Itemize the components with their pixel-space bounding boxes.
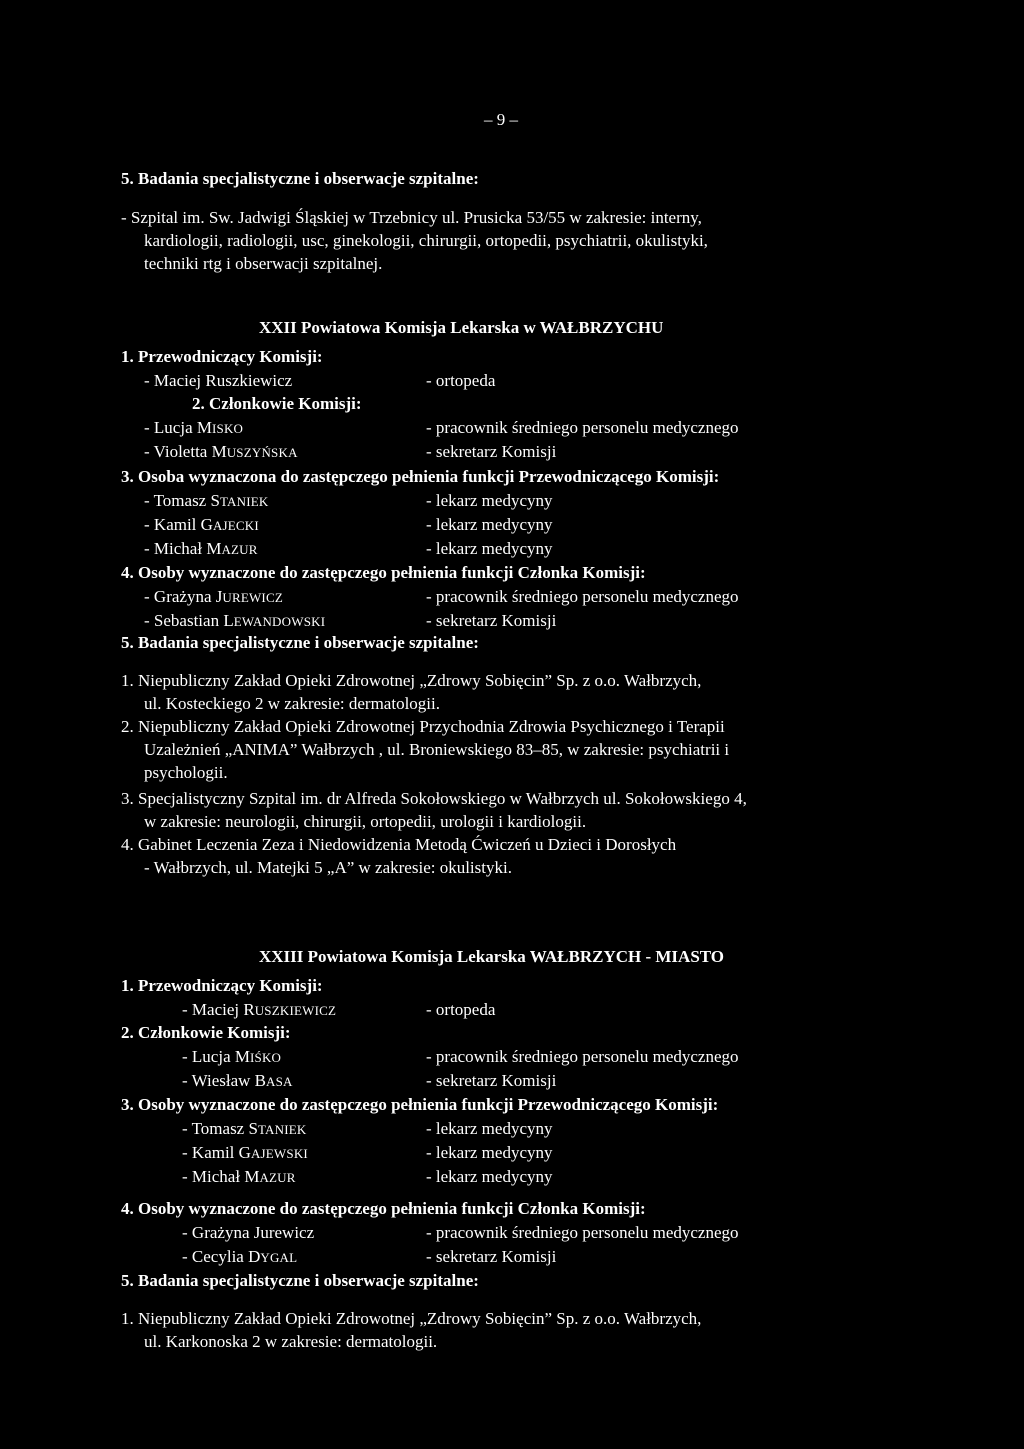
facility-line: 4. Gabinet Leczenia Zeza i Niedowidzenia Metodą Ćwiczeń u Dzieci i Dorosłych [121, 835, 677, 854]
person-role: - pracownik średniego personelu medycznego [426, 418, 739, 437]
subheading: 2. Członkowie Komisji: [121, 1023, 291, 1042]
person-role: - sekretarz Komisji [426, 1247, 557, 1266]
text-line: kardiologii, radiologii, usc, ginekologii, chirurgii, ortopedii, psychiatrii, okulistyki, [144, 231, 708, 250]
person-name: - Tomasz STANIEK [144, 491, 269, 510]
person-role: - pracownik średniego personelu medycznego [426, 587, 739, 606]
facility-line: ul. Kosteckiego 2 w zakresie: dermatologii. [144, 694, 440, 713]
person-name: - Maciej Ruszkiewicz [144, 371, 293, 390]
person-role: - lekarz medycyny [426, 491, 553, 510]
facility-line: 3. Specjalistyczny Szpital im. dr Alfreda Sokołowskiego w Wałbrzych ul. Sokołowskiego 4, [121, 789, 747, 808]
subheading: 4. Osoby wyznaczone do zastępczego pełnienia funkcji Członka Komisji: [121, 1199, 646, 1218]
person-role: - pracownik średniego personelu medycznego [426, 1223, 739, 1242]
facility-line: 2. Niepubliczny Zakład Opieki Zdrowotnej Przychodnia Zdrowia Psychicznego i Terapii [121, 717, 725, 736]
facility-line: w zakresie: neurologii, chirurgii, ortopedii, urologii i kardiologii. [144, 812, 587, 831]
subheading: 4. Osoby wyznaczone do zastępczego pełnienia funkcji Członka Komisji: [121, 563, 646, 582]
person-role: - lekarz medycyny [426, 1167, 553, 1186]
facility-line: Uzależnień „ANIMA” Wałbrzych , ul. Broniewskiego 83–85, w zakresie: psychiatrii i [144, 740, 730, 759]
subheading: 5. Badania specjalistyczne i obserwacje szpitalne: [121, 633, 479, 652]
person-name: - Michał MAZUR [182, 1167, 296, 1186]
commission-title: XXIII Powiatowa Komisja Lekarska WAŁBRZYCH - MIASTO [259, 947, 725, 966]
person-name: - Lucja MISKO [144, 418, 244, 437]
facility-line: 1. Niepubliczny Zakład Opieki Zdrowotnej „Zdrowy Sobięcin” Sp. z o.o. Wałbrzych, [121, 1309, 702, 1328]
person-role: - lekarz medycyny [426, 1119, 553, 1138]
section-heading: 5. Badania specjalistyczne i obserwacje szpitalne: [121, 169, 479, 188]
subheading: 1. Przewodniczący Komisji: [121, 347, 323, 366]
person-name: - Kamil GAJEWSKI [182, 1143, 308, 1162]
person-name: - Grażyna JUREWICZ [144, 587, 283, 606]
person-role: - ortopeda [426, 1000, 496, 1019]
person-role: - sekretarz Komisji [426, 442, 557, 461]
subheading: 2. Członkowie Komisji: [192, 394, 362, 413]
subheading: 5. Badania specjalistyczne i obserwacje szpitalne: [121, 1271, 479, 1290]
facility-line: ul. Karkonoska 2 w zakresie: dermatologii. [144, 1332, 438, 1351]
subheading: 3. Osoby wyznaczone do zastępczego pełnienia funkcji Przewodniczącego Komisji: [121, 1095, 719, 1114]
person-name: - Lucja MIŚKO [182, 1047, 282, 1066]
commission-title: XXII Powiatowa Komisja Lekarska w WAŁBRZYCHU [259, 318, 664, 337]
person-role: - lekarz medycyny [426, 515, 553, 534]
facility-line: - Wałbrzych, ul. Matejki 5 „A” w zakresie: okulistyki. [144, 858, 512, 877]
subheading: 3. Osoba wyznaczona do zastępczego pełnienia funkcji Przewodniczącego Komisji: [121, 467, 720, 486]
person-role: - sekretarz Komisji [426, 611, 557, 630]
person-role: - pracownik średniego personelu medycznego [426, 1047, 739, 1066]
text-line: techniki rtg i obserwacji szpitalnej. [144, 254, 383, 273]
person-role: - ortopeda [426, 371, 496, 390]
subheading: 1. Przewodniczący Komisji: [121, 976, 323, 995]
person-name: - Maciej RUSZKIEWICZ [182, 1000, 337, 1019]
person-role: - lekarz medycyny [426, 539, 553, 558]
person-name: - Tomasz STANIEK [182, 1119, 307, 1138]
text-line: - Szpital im. Sw. Jadwigi Śląskiej w Trzebnicy ul. Prusicka 53/55 w zakresie: interny, [121, 208, 702, 227]
person-name: - Cecylia DYGAL [182, 1247, 298, 1266]
person-name: - Grażyna Jurewicz [182, 1223, 315, 1242]
facility-line: psychologii. [144, 763, 228, 782]
person-name: - Wiesław BASA [182, 1071, 293, 1090]
facility-line: 1. Niepubliczny Zakład Opieki Zdrowotnej „Zdrowy Sobięcin” Sp. z o.o. Wałbrzych, [121, 671, 702, 690]
person-name: - Michał MAZUR [144, 539, 258, 558]
person-role: - sekretarz Komisji [426, 1071, 557, 1090]
person-name: - Violetta MUSZYŃSKA [144, 442, 298, 461]
page-number: – 9 – [484, 110, 518, 129]
person-name: - Sebastian LEWANDOWSKI [144, 611, 326, 630]
person-name: - Kamil GAJECKI [144, 515, 259, 534]
person-role: - lekarz medycyny [426, 1143, 553, 1162]
